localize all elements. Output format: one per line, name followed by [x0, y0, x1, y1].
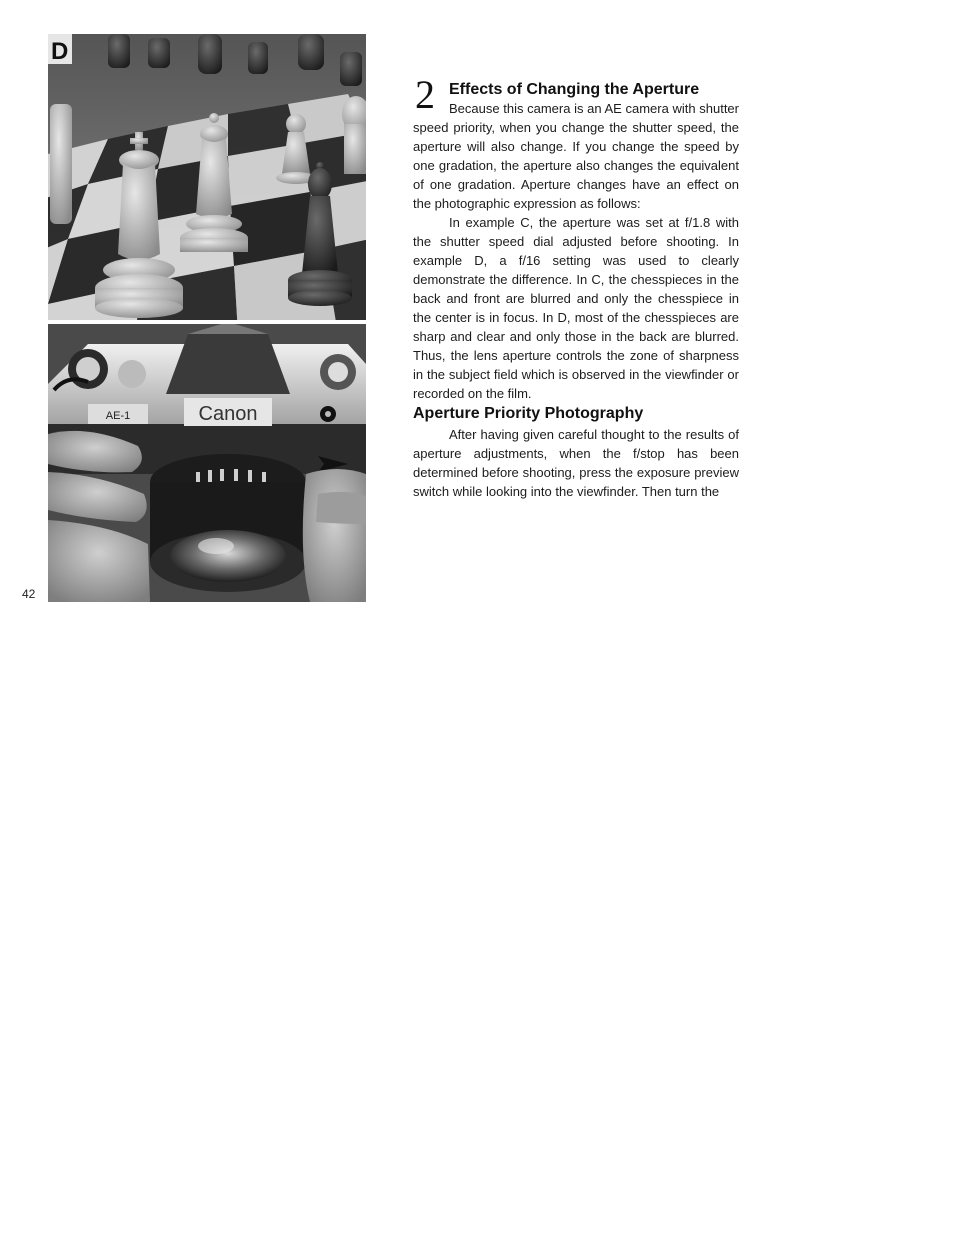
body-paragraph: Because this camera is an AE camera with shutter speed priority, when you change the shutter speed, the aperture will also change. If you change the speed by one gradation, the aperture also changes the equivalent of one gradation. Aperture changes have an effect on the photographic expression as follows:: [413, 101, 739, 211]
section-numeral: 2: [415, 72, 435, 117]
camera-brand-label: Canon: [198, 403, 258, 425]
text-column: [413, 72, 739, 501]
section-title: Effects of Changing the Aperture: [449, 81, 700, 98]
body-paragraph: In example C, the aperture was set at f/1.8 with the shutter speed dial adjusted before shooting. In example D, a f/16 setting was used to clearly demonstrate the difference. In C, the chesspieces in the back and front are blurred and only the chesspiece in the center is in focus. In D, most of the chesspieces are sharp and clear and only those in the back are blurred. Thus, the lens aperture controls the zone of sharpness in the subject field which is observed in the viewfinder or recorded on the film.: [413, 215, 739, 401]
subsection-title: Aperture Priority Photography: [413, 405, 644, 422]
camera-model-label: AE-1: [105, 410, 131, 422]
chess-photo-example-d: [48, 34, 366, 320]
photo-column: [48, 34, 366, 602]
page-number: 42: [22, 587, 36, 601]
section-heading: [413, 72, 739, 117]
body-paragraph: After having given careful thought to the results of aperture adjustments, when the f/stop has been determined before shooting, press the exposure preview switch while looking into the viewfinder. Then turn the: [413, 427, 739, 499]
camera-photo: [48, 324, 366, 602]
chess-letter-d: D: [51, 38, 69, 65]
